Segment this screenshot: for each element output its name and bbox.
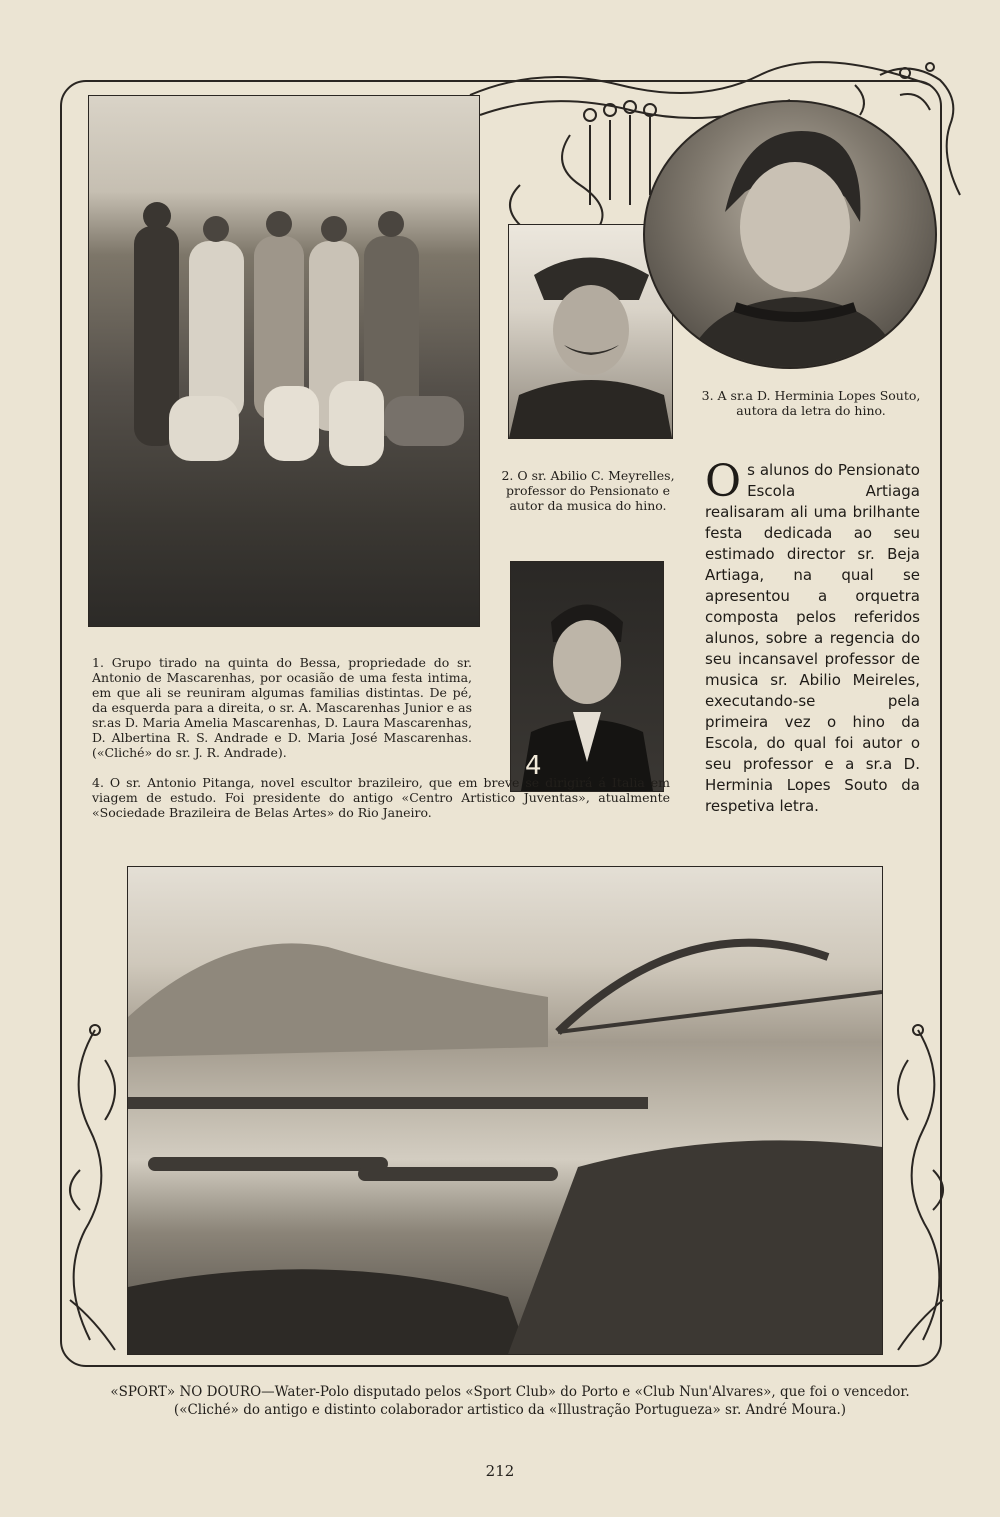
caption-bottom-photo: «SPORT» NO DOURO—Water-Polo disputado pelos «Sport Club» do Porto e «Club Nun'Alvares», que foi o vencedor. («Cliché» do antigo e distinto colaborador artistico da «Illustração Portugueza» sr. André Moura.)	[110, 1384, 910, 1418]
article-body: s alunos do Pensionato Escola Artiaga realisaram ali uma brilhante festa dedicada ao seu estimado director sr. Beja Artiaga, na qual se apresentou a orquetra composta pelos referidos alunos, sobre a regencia do seu incansavel professor de musica sr. Abilio Meireles, executando-se pela primeira vez o hino da Escola, do qual foi autor o seu professor e a sr.a D. Herminia Lopes Souto da respetiva letra.	[705, 461, 920, 815]
photo-number-label: 4	[525, 751, 542, 781]
page-number: 212	[485, 1462, 515, 1480]
group-figures-illustration	[89, 96, 479, 626]
article-dropcap: O	[705, 456, 742, 507]
art-nouveau-ornament-right	[878, 1020, 958, 1360]
art-nouveau-ornament-left	[55, 1020, 135, 1360]
caption-photo-2: 2. O sr. Abilio C. Meyrelles, professor do Pensionato e autor da musica do hino.	[501, 468, 675, 513]
caption-photo-1: 1. Grupo tirado na quinta do Bessa, propriedade do sr. Antonio de Mascarenhas, por ocasião de uma festa intima, em que ali se reuniram algumas familias distintas. De pé, da esquerda para a direita, o sr. A. Mascarenhas Junior e as sr.as D. Maria Amelia Mascarenhas, D. Laura Mascarenhas, D. Albertina R. S. Andrade e D. Maria José Mascarenhas. («Cliché» do sr. J. R. Andrade).	[92, 655, 472, 760]
photo-herminia-souto	[643, 100, 937, 369]
photo-sport-no-douro	[127, 866, 883, 1355]
article-pensionato-artiaga	[705, 456, 920, 817]
river-scene-illustration	[128, 867, 882, 1354]
photo-antonio-pitanga	[510, 561, 664, 792]
caption-photo-4: 4. O sr. Antonio Pitanga, novel escultor brazileiro, que em breve se dirigirá á Italia em viagem de estudo. Foi presidente do antigo «Centro Artistico Juventas», atualmente «Sociedade Brazileira de Belas Artes» do Rio Janeiro.	[92, 775, 670, 820]
photo-group-quinta-bessa	[88, 95, 480, 627]
portrait-woman-illustration	[645, 102, 935, 367]
caption-photo-3: 3. A sr.a D. Herminia Lopes Souto, autora da letra do hino.	[701, 388, 921, 418]
